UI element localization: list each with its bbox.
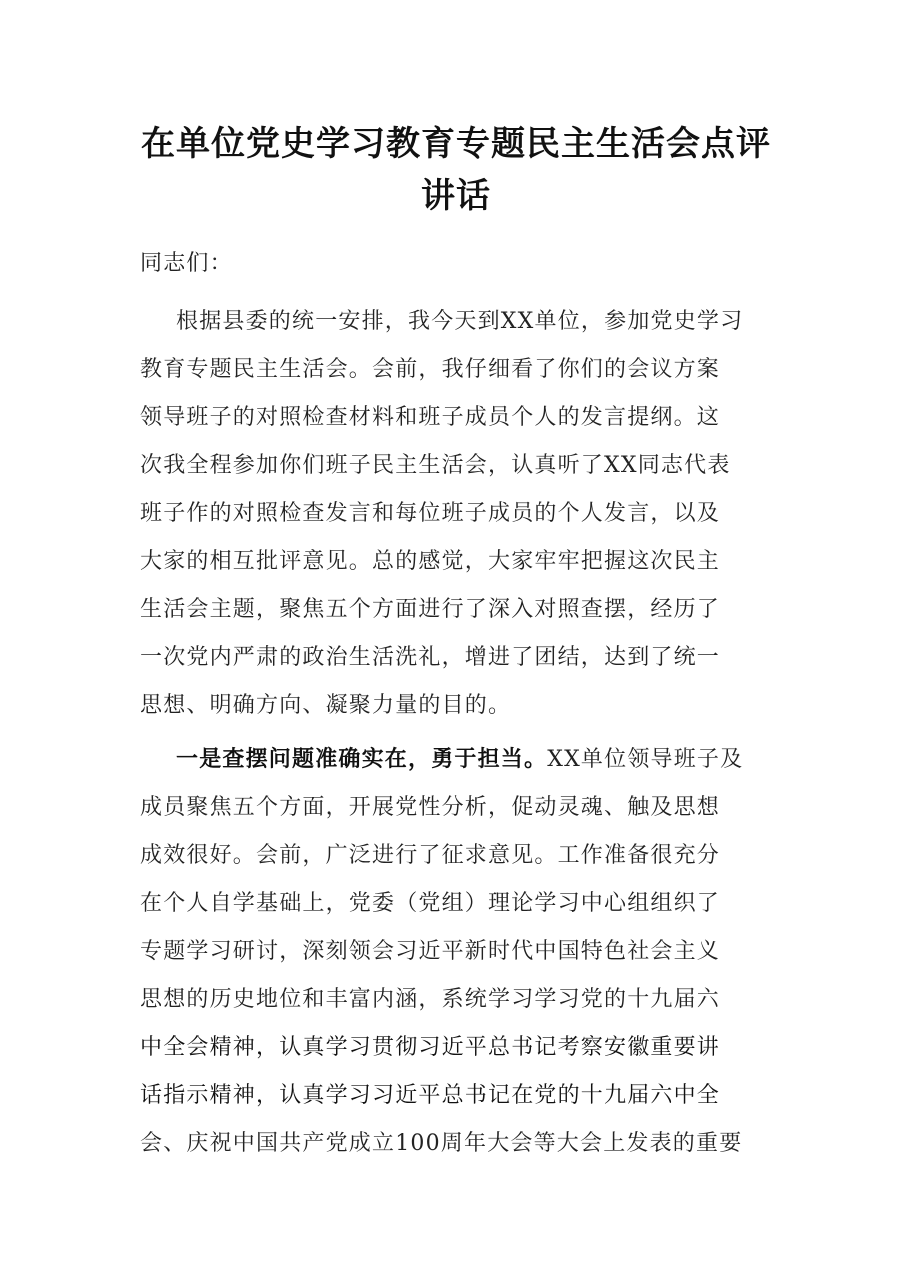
title-line-2: 讲话 bbox=[421, 176, 491, 216]
salutation-block bbox=[140, 240, 772, 288]
title-line-1: 在单位党史学习教育专题民主生活会点评 bbox=[141, 124, 771, 164]
paragraph-line: 在个人自学基础上，党委（党组）理论学习中心组组织了 bbox=[140, 891, 721, 916]
document-title bbox=[140, 118, 772, 222]
paragraph-line: 思想的历史地位和丰富内涵，系统学习学习党的十九届六 bbox=[140, 987, 721, 1012]
paragraph-line: 话指示精神，认真学习习近平总书记在党的十九届六中全 bbox=[140, 1083, 721, 1108]
salutation: 同志们： bbox=[140, 251, 233, 276]
paragraph-first-line bbox=[140, 736, 772, 784]
paragraph-2 bbox=[140, 736, 772, 1168]
paragraph-line: 思想、明确方向、凝聚力量的目的。 bbox=[140, 693, 512, 718]
paragraph-line: 会、庆祝中国共产党成立100周年大会等大会上发表的重要 bbox=[140, 1131, 743, 1156]
paragraph-line: 成效很好。会前，广泛进行了征求意见。工作准备很充分 bbox=[140, 843, 721, 868]
paragraph-line: 教育专题民主生活会。会前，我仔细看了你们的会议方案 bbox=[140, 357, 721, 382]
paragraph-line: 根据县委的统一安排，我今天到XX单位，参加党史学习 bbox=[176, 309, 744, 334]
paragraph-line: 大家的相互批评意见。总的感觉，大家牢牢把握这次民主 bbox=[140, 549, 721, 574]
paragraph-line: 成员聚焦五个方面，开展党性分析，促动灵魂、触及思想 bbox=[140, 795, 721, 820]
paragraph-line: 一次党内严肃的政治生活洗礼，增进了团结，达到了统一 bbox=[140, 645, 721, 670]
paragraph-1 bbox=[140, 298, 772, 730]
paragraph-line: 中全会精神，认真学习贯彻习近平总书记考察安徽重要讲 bbox=[140, 1035, 721, 1060]
paragraph-heading: 一是查摆问题准确实在，勇于担当。 bbox=[176, 747, 548, 772]
paragraph-line: 班子作的对照检查发言和每位班子成员的个人发言，以及 bbox=[140, 501, 721, 526]
paragraph-line: 领导班子的对照检查材料和班子成员个人的发言提纲。这 bbox=[140, 405, 721, 430]
paragraph-first-line-rest: XX单位领导班子及 bbox=[547, 747, 744, 772]
paragraph-line: 生活会主题，聚焦五个方面进行了深入对照查摆，经历了 bbox=[140, 597, 721, 622]
paragraph-line: 专题学习研讨，深刻领会习近平新时代中国特色社会主义 bbox=[140, 939, 721, 964]
paragraph-line: 次我全程参加你们班子民主生活会，认真听了XX同志代表 bbox=[140, 453, 731, 478]
